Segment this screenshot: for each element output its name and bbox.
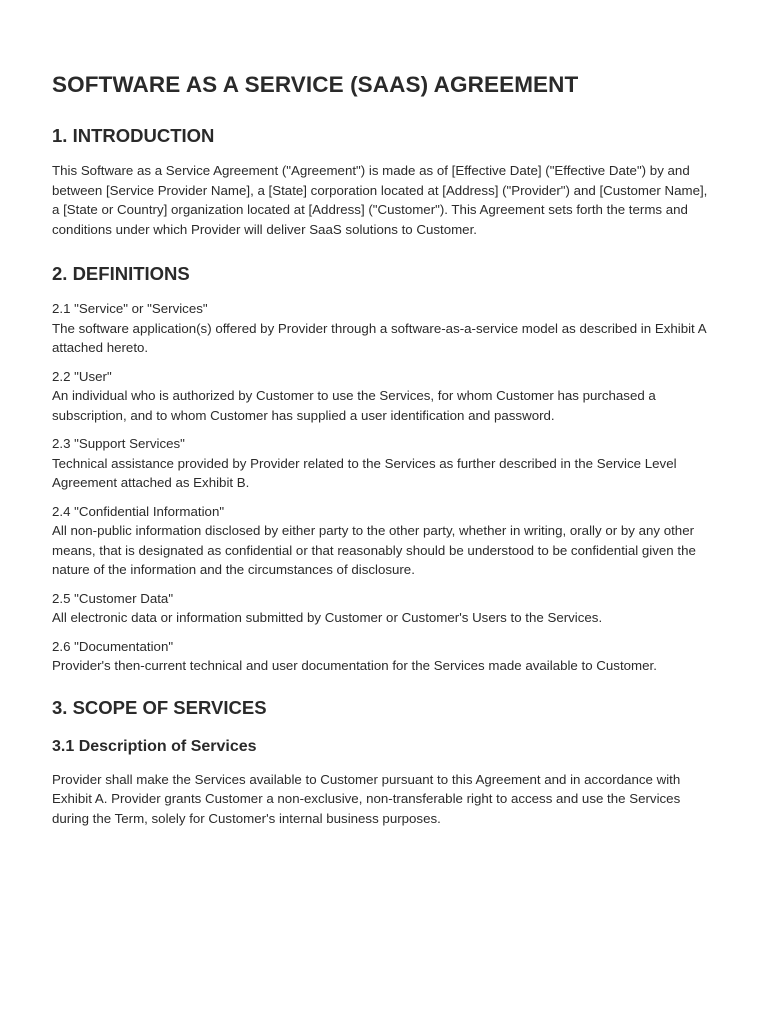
definition-text: All non-public information disclosed by either party to the other party, whether in writing, orally or by any other means, that is designated as confidential or that reasonably should be understood to be confidential given the nature of the information and the circumstances of disclosure. bbox=[52, 523, 696, 577]
definition-text: All electronic data or information submitted by Customer or Customer's Users to the Services. bbox=[52, 610, 603, 625]
definition-text: Technical assistance provided by Provider related to the Services as further described in the Service Level Agreement attached as Exhibit B. bbox=[52, 455, 677, 490]
definition-term: 2.3 "Support Services" bbox=[52, 436, 185, 451]
definition-item-user bbox=[52, 367, 718, 426]
definition-text: The software application(s) offered by Provider through a software-as-a-service model as described in Exhibit A attached hereto. bbox=[52, 320, 706, 355]
section-definitions bbox=[52, 262, 718, 676]
definition-item-customer-data bbox=[52, 589, 718, 628]
definition-term: 2.5 "Customer Data" bbox=[52, 590, 174, 606]
introduction-heading: 1. INTRODUCTION bbox=[52, 125, 215, 146]
document-title: SOFTWARE AS A SERVICE (SAAS) AGREEMENT bbox=[52, 72, 579, 97]
definition-item-confidential-information bbox=[52, 502, 718, 580]
scope-heading: 3. SCOPE OF SERVICES bbox=[52, 696, 267, 718]
subsection-description-of-services bbox=[52, 736, 718, 829]
definition-text: Provider's then-current technical and user documentation for the Services made available to Customer. bbox=[52, 658, 657, 673]
definition-term: 2.4 "Confidential Information" bbox=[52, 503, 225, 519]
definition-item-support-services bbox=[52, 434, 718, 493]
definition-term: 2.2 "User" bbox=[52, 368, 112, 384]
section-scope-of-services bbox=[52, 696, 718, 829]
description-of-services-body: Provider shall make the Services available to Customer pursuant to this Agreement and in accordance with Exhibit A. Provider grants Customer a non-exclusive, non-transferable right to access and use the Services during the Term, solely for Customer's internal business purposes. bbox=[52, 771, 681, 826]
description-of-services-heading: 3.1 Description of Services bbox=[52, 737, 257, 755]
definition-term: 2.6 "Documentation" bbox=[52, 638, 174, 654]
introduction-body: This Software as a Service Agreement ("Agreement") is made as of [Effective Date] ("Effective Date") by and between [Service Provider Name], a [State] corporation located at [Address] ("Provider") and [Customer Name], a [State or Country] organization located at [Address] ("Customer"). This Agreement sets forth the terms and conditions under which Provider will deliver SaaS solutions to Customer. bbox=[52, 163, 708, 237]
definition-item-service bbox=[52, 299, 718, 358]
definition-item-documentation bbox=[52, 637, 718, 676]
definition-text: An individual who is authorized by Customer to use the Services, for whom Customer has purchased a subscription, and to whom Customer has supplied a user identification and password. bbox=[52, 388, 656, 423]
definitions-heading: 2. DEFINITIONS bbox=[52, 263, 190, 284]
section-introduction bbox=[52, 124, 718, 239]
definition-term: 2.1 "Service" or "Services" bbox=[52, 301, 208, 316]
